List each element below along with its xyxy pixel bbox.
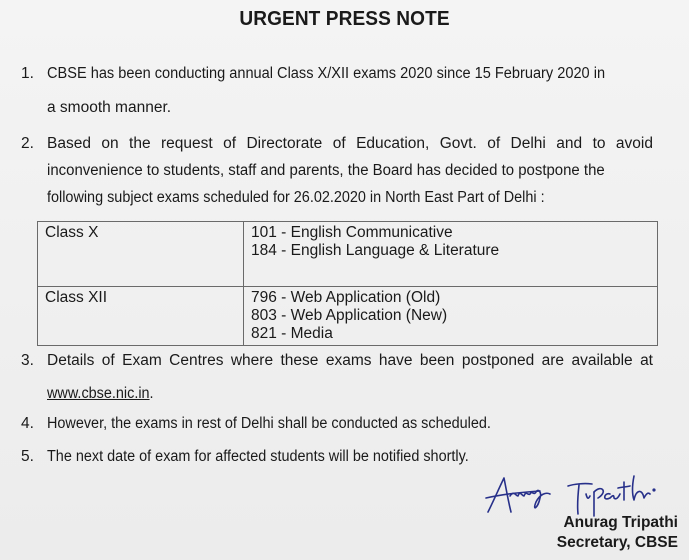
item-number: 4. xyxy=(21,415,34,432)
item-text-line: following subject exams scheduled for 26.02.2020 in North East Part of Delhi : xyxy=(47,189,545,206)
item-text-line: The next date of exam for affected students will be notified shortly. xyxy=(47,448,469,465)
item-text-line: CBSE has been conducting annual Class X/XII exams 2020 since 15 February 2020 in xyxy=(47,65,606,82)
item-text-line: However, the exams in rest of Delhi shall be conducted as scheduled. xyxy=(47,415,491,432)
class-cell: Class X xyxy=(38,222,244,287)
table-row xyxy=(38,222,658,287)
table-row xyxy=(38,287,658,346)
subject-item: 821 - Media xyxy=(251,325,333,342)
subject-item: 796 - Web Application (Old) xyxy=(251,289,441,306)
item-text-line: Details of Exam Centres where these exams have been postponed are available at xyxy=(47,352,653,369)
item-text-line: inconvenience to students, staff and parents, the Board has decided to postpone the xyxy=(47,162,605,179)
cbse-website-link[interactable]: www.cbse.nic.in xyxy=(47,385,150,402)
item-number: 5. xyxy=(21,448,34,465)
link-suffix: . xyxy=(149,385,154,402)
subject-item: 101 - English Communicative xyxy=(251,224,453,241)
item-number: 2. xyxy=(21,135,34,152)
signatory-name: Anurag Tripathi xyxy=(563,514,678,531)
document-title: URGENT PRESS NOTE xyxy=(239,7,450,30)
postponed-exams-table xyxy=(37,221,658,346)
subject-item: 184 - English Language & Literature xyxy=(251,242,500,259)
item-text-line: a smooth manner. xyxy=(47,99,172,116)
item-number: 1. xyxy=(21,65,34,82)
subject-item: 803 - Web Application (New) xyxy=(251,307,448,324)
signatory-block xyxy=(557,513,678,553)
item-text-line: Based on the request of Directorate of Education, Govt. of Delhi and to avoid xyxy=(47,135,653,152)
subjects-cell xyxy=(244,287,658,346)
class-cell: Class XII xyxy=(38,287,244,346)
item-number: 3. xyxy=(21,352,34,369)
subjects-cell xyxy=(244,222,658,287)
signatory-designation: Secretary, CBSE xyxy=(556,534,678,551)
